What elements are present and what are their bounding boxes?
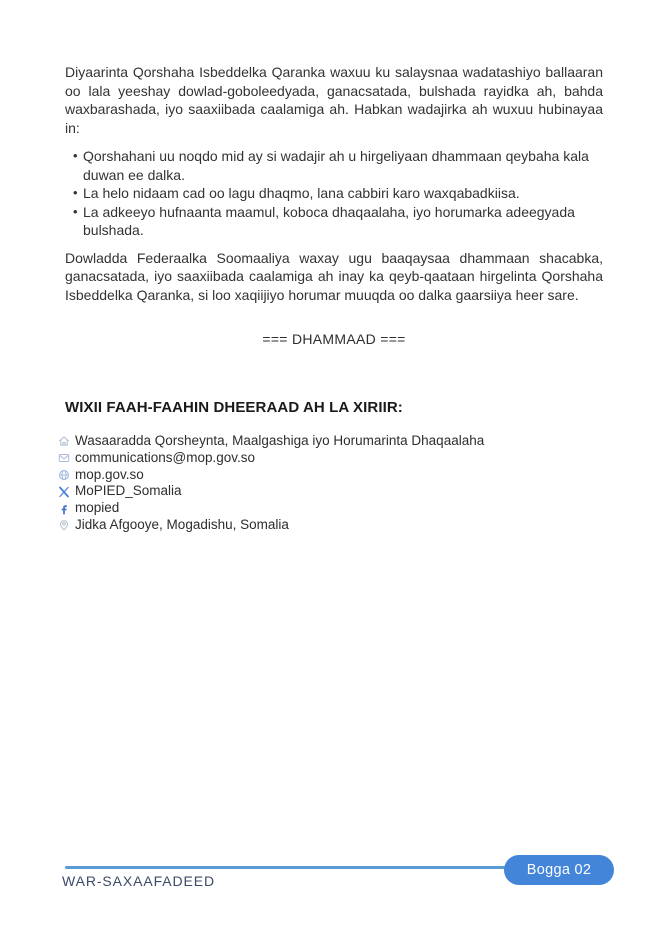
contact-heading: WIXII FAAH-FAAHIN DHEERAAD AH LA XIRIIR: [65, 399, 403, 416]
page-number-badge: Bogga 02 [504, 855, 614, 885]
contact-row [58, 500, 603, 517]
contact-text: communications@mop.gov.so [75, 449, 256, 465]
contact-text: mopied [75, 500, 120, 516]
contact-text: Wasaaradda Qorsheynta, Maalgashiga iyo Horumarinta Dhaqaalaha [75, 433, 485, 448]
contact-row [58, 433, 603, 450]
end-marker: === DHAMMAAD === [262, 331, 406, 347]
x-twitter-icon [58, 486, 70, 498]
location-pin-icon [58, 519, 70, 531]
bullet-item: • La helo nidaam cad oo lagu dhaqmo, lana cabbiri karo waxqabadkiisa. [73, 184, 603, 203]
email-icon [58, 452, 70, 464]
bullet-item: • Qorshahani uu noqdo mid ay si wadajir ah u hirgeliyaan dhammaan qeybaha kala duwan ee dalka. [73, 147, 603, 184]
contact-list [58, 433, 603, 534]
page-content [65, 63, 603, 534]
globe-icon [58, 469, 70, 481]
closing-paragraph: Dowladda Federaalka Soomaaliya waxay ugu baaqaysaa dhammaan shacabka, ganacsatada, iyo saaxiibada caalamiga ah inay ka qeyb-qaataan hirgelinta Qorshaha Isbeddelka Qaranka, si loo xaqiijiyo horumar muuqda oo dalka gaarsiiya heer sare. [65, 249, 603, 303]
contact-text: MoPIED_Somalia [75, 483, 182, 499]
bullet-list [65, 147, 603, 240]
contact-row [58, 517, 603, 534]
intro-paragraph: Diyaarinta Qorshaha Isbeddelka Qaranka waxuu ku salaysnaa wadatashiyo ballaaran oo lala yeeshay dowlad-goboleedyada, ganacsatada, bulshada rayidka ah, bahda waxbarashada, iyo saaxiibada caalamiga ah. Habkan wadajirka ah wuxuu hubinayaa in: [65, 64, 603, 136]
contact-row [58, 467, 603, 484]
footer-divider [65, 866, 512, 869]
bullet-item: • La adkeeyo hufnaanta maamul, koboca dhaqaalaha, iyo horumarka adeegyada bulshada. [73, 203, 603, 240]
contact-text: mop.gov.so [75, 466, 144, 482]
contact-text: Jidka Afgooye, Mogadishu, Somalia [75, 516, 289, 532]
contact-row [58, 483, 603, 500]
contact-row [58, 450, 603, 467]
home-icon [58, 435, 70, 447]
facebook-icon [58, 503, 70, 515]
footer-label: WAR-SAXAAFADEED [62, 873, 216, 889]
